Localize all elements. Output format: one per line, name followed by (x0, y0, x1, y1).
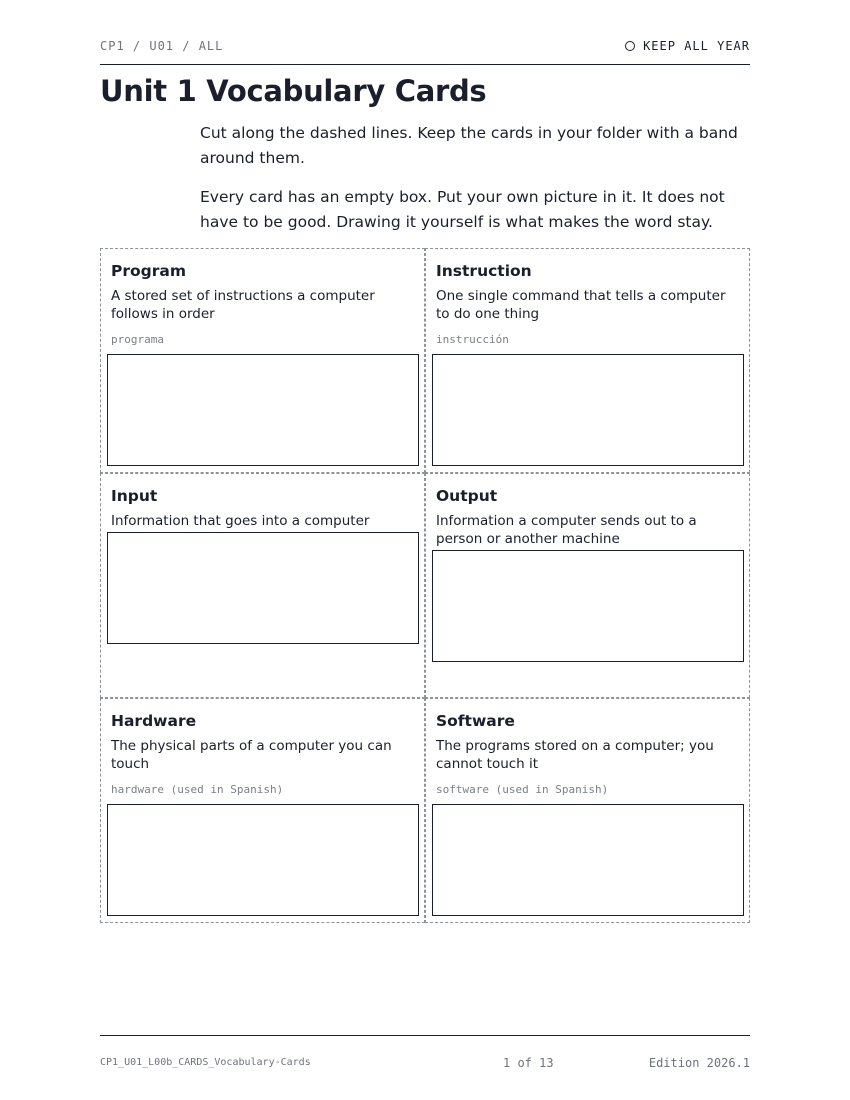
card-term: Input (111, 487, 158, 505)
card-definition: A stored set of instructions a computer follows in order (111, 288, 375, 322)
page-header (100, 38, 750, 65)
card-term: Instruction (436, 262, 532, 280)
instruction-paragraph: Every card has an empty box. Put your own picture in it. It does not have to be good. Drawing it yourself is what makes the word stay. (200, 188, 725, 231)
card-spanish: hardware (used in Spanish) (111, 783, 284, 796)
card-term: Software (436, 712, 515, 730)
card-definition: The physical parts of a computer you can touch (111, 738, 392, 772)
drawing-box (107, 532, 419, 644)
drawing-box (432, 804, 744, 916)
breadcrumb: CP1 / U01 / ALL (100, 39, 224, 53)
card-spanish: software (used in Spanish) (436, 783, 609, 796)
card-definition: One single command that tells a computer to do one thing (436, 288, 726, 322)
card-spanish: programa (111, 333, 164, 346)
footer-filename: CP1_U01_L00b_CARDS_Vocabulary-Cards (100, 1057, 311, 1068)
vocabulary-card (100, 473, 425, 698)
card-term: Output (436, 487, 498, 505)
worksheet-page (100, 0, 750, 1100)
drawing-box (432, 354, 744, 466)
keep-badge (625, 39, 750, 53)
drawing-box (107, 354, 419, 466)
page-title: Unit 1 Vocabulary Cards (100, 74, 487, 108)
page-footer (100, 1035, 750, 1070)
vocabulary-card (100, 698, 425, 923)
card-definition: Information that goes into a computer (111, 513, 370, 529)
keep-label: KEEP ALL YEAR (643, 39, 750, 53)
instruction-paragraph: Cut along the dashed lines. Keep the cards in your folder with a band around them. (200, 124, 738, 167)
card-term: Program (111, 262, 187, 280)
footer-edition: Edition 2026.1 (648, 1056, 750, 1070)
vocabulary-card (425, 248, 750, 473)
vocabulary-card (425, 473, 750, 698)
footer-page-number: 1 of 13 (503, 1056, 554, 1070)
card-spanish: instrucción (436, 333, 509, 346)
card-definition: The programs stored on a computer; you cannot touch it (436, 738, 714, 772)
card-definition: Information a computer sends out to a person or another machine (436, 513, 697, 547)
drawing-box (107, 804, 419, 916)
vocabulary-card-grid (100, 248, 750, 923)
circle-icon (625, 41, 635, 51)
vocabulary-card (100, 248, 425, 473)
drawing-box (432, 550, 744, 662)
card-term: Hardware (111, 712, 197, 730)
vocabulary-card (425, 698, 750, 923)
